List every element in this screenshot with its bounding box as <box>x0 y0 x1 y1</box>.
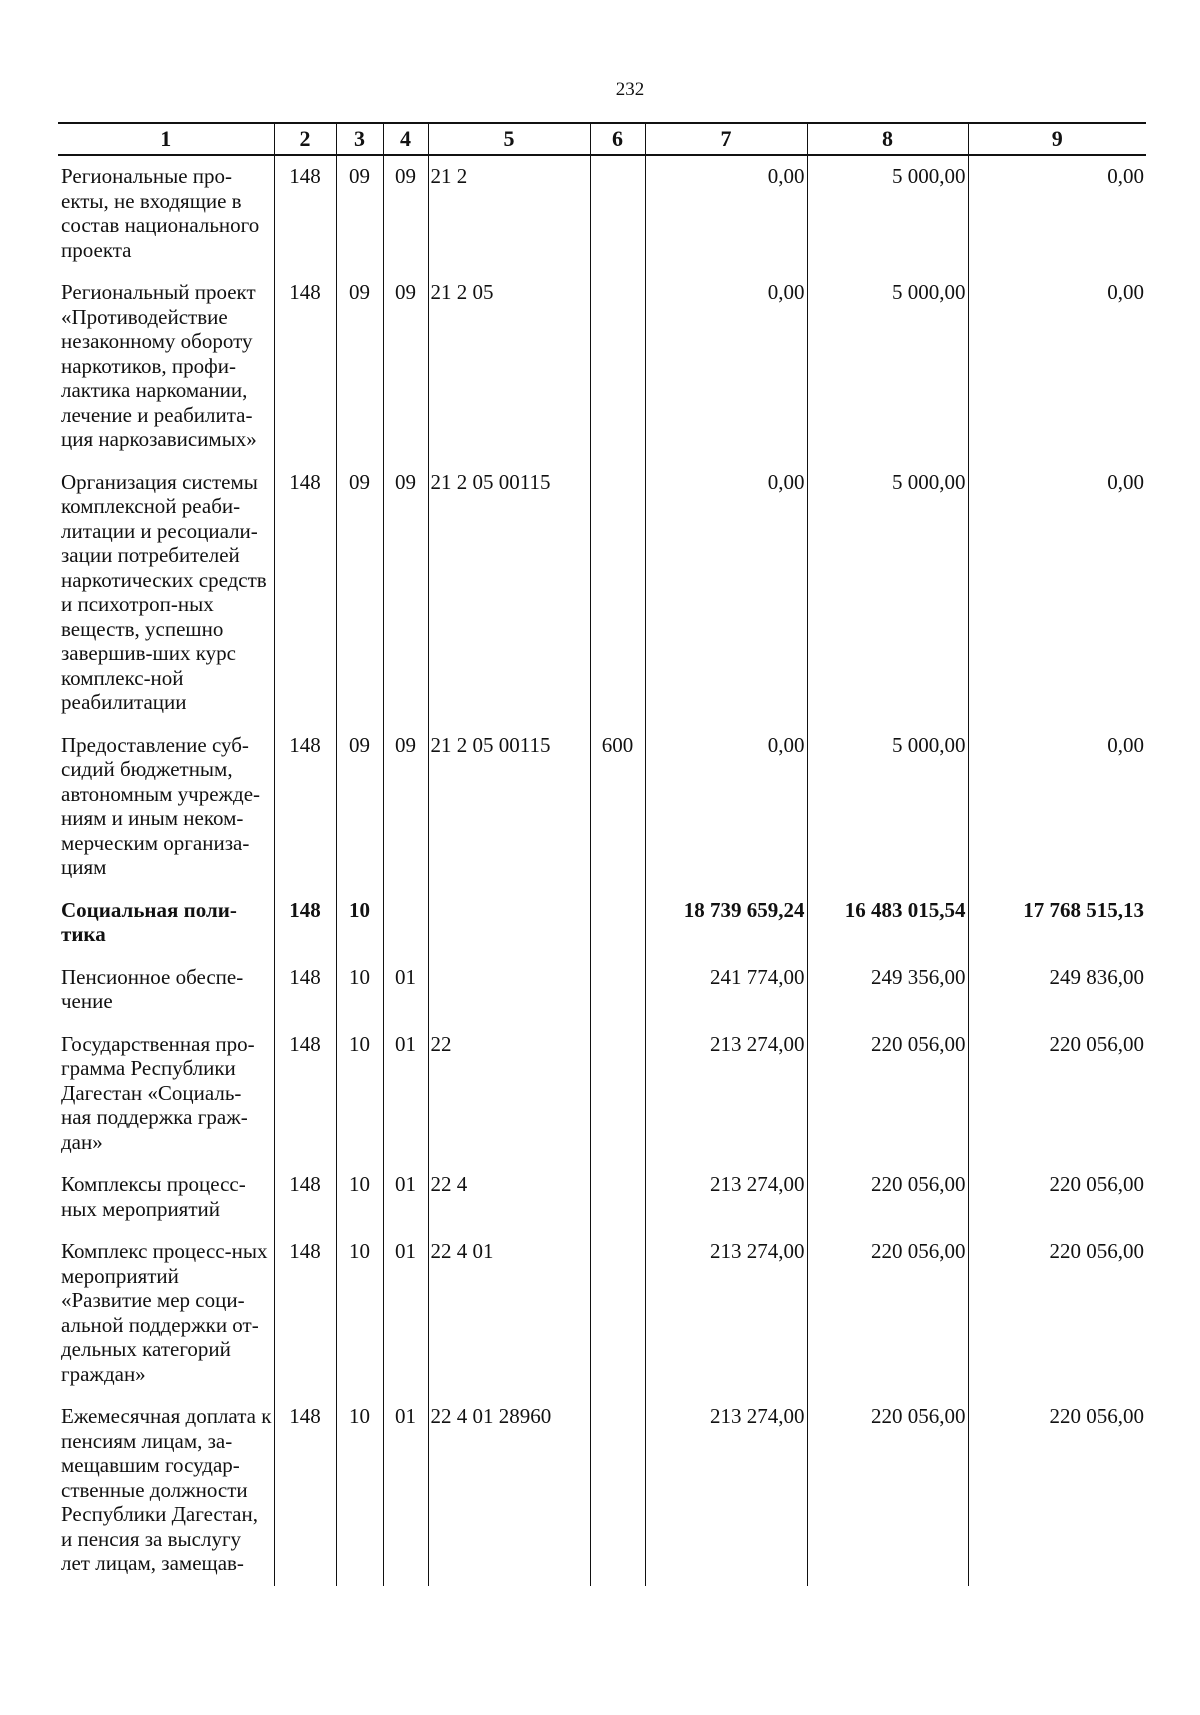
budget-table <box>58 122 1146 1586</box>
cell-target-article <box>428 957 590 1024</box>
cell-amount-col9: 0,00 <box>968 155 1146 272</box>
table-row <box>58 1396 1146 1586</box>
column-header: 8 <box>807 123 968 155</box>
cell-expense-type <box>590 957 645 1024</box>
cell-expense-type <box>590 155 645 272</box>
cell-amount-col8: 220 056,00 <box>807 1024 968 1165</box>
column-header: 1 <box>58 123 274 155</box>
cell-subsection: 01 <box>383 1396 428 1586</box>
cell-amount-col7: 241 774,00 <box>645 957 807 1024</box>
column-header: 6 <box>590 123 645 155</box>
column-header: 7 <box>645 123 807 155</box>
cell-amount-col7: 0,00 <box>645 272 807 462</box>
column-header: 2 <box>274 123 336 155</box>
row-name: Ежемесячная доплата к пенсиям лицам, за-мещавшим государ-ственные должности Республики Дагестан, и пенсия за выслугу лет лицам, замещав- <box>61 1404 272 1575</box>
cell-amount-col8: 220 056,00 <box>807 1396 968 1586</box>
cell-target-article: 22 4 01 <box>428 1231 590 1396</box>
column-header: 5 <box>428 123 590 155</box>
row-name: Предоставление суб-сидий бюджетным, автономным учрежде-ниям и иным неком-мерческим организа-циям <box>61 732 261 879</box>
row-name: Социальная поли-тика <box>61 897 237 946</box>
cell-target-article: 21 2 05 <box>428 272 590 462</box>
cell-expense-type <box>590 272 645 462</box>
cell-section: 10 <box>336 1396 383 1586</box>
cell-amount-col8: 5 000,00 <box>807 725 968 890</box>
cell-expense-type <box>590 462 645 725</box>
cell-section: 10 <box>336 1231 383 1396</box>
cell-subsection: 01 <box>383 1231 428 1396</box>
cell-amount-col9: 220 056,00 <box>968 1164 1146 1231</box>
cell-admin-code: 148 <box>274 1024 336 1165</box>
cell-target-article: 21 2 <box>428 155 590 272</box>
cell-section: 09 <box>336 272 383 462</box>
cell-amount-col8: 220 056,00 <box>807 1231 968 1396</box>
cell-section: 10 <box>336 1024 383 1165</box>
cell-section: 09 <box>336 462 383 725</box>
cell-expense-type <box>590 1396 645 1586</box>
cell-target-article: 21 2 05 00115 <box>428 725 590 890</box>
column-header: 4 <box>383 123 428 155</box>
row-name: Комплексы процесс-ных мероприятий <box>61 1172 246 1221</box>
table-row <box>58 1024 1146 1165</box>
cell-amount-col9: 17 768 515,13 <box>968 890 1146 957</box>
cell-subsection: 01 <box>383 1024 428 1165</box>
table-row <box>58 957 1146 1024</box>
table-row <box>58 155 1146 272</box>
cell-amount-col7: 18 739 659,24 <box>645 890 807 957</box>
table-row <box>58 725 1146 890</box>
cell-section: 10 <box>336 957 383 1024</box>
cell-admin-code: 148 <box>274 957 336 1024</box>
cell-section: 09 <box>336 155 383 272</box>
cell-subsection: 01 <box>383 957 428 1024</box>
header-row <box>58 123 1146 155</box>
table-row <box>58 1231 1146 1396</box>
cell-expense-type <box>590 1024 645 1165</box>
cell-expense-type <box>590 1164 645 1231</box>
cell-admin-code: 148 <box>274 725 336 890</box>
page-number: 232 <box>615 79 645 100</box>
cell-subsection: 09 <box>383 155 428 272</box>
cell-expense-type <box>590 890 645 957</box>
cell-amount-col8: 249 356,00 <box>807 957 968 1024</box>
cell-target-article: 22 4 01 28960 <box>428 1396 590 1586</box>
table-row <box>58 272 1146 462</box>
cell-subsection: 09 <box>383 725 428 890</box>
cell-amount-col8: 220 056,00 <box>807 1164 968 1231</box>
cell-amount-col9: 249 836,00 <box>968 957 1146 1024</box>
cell-subsection: 09 <box>383 272 428 462</box>
table-body <box>58 155 1146 1586</box>
cell-admin-code: 148 <box>274 462 336 725</box>
cell-amount-col7: 0,00 <box>645 462 807 725</box>
cell-amount-col7: 0,00 <box>645 155 807 272</box>
row-name: Региональный проект «Противодействие незаконному обороту наркотиков, профи-лактика наркомании, лечение и реабилита-ция наркозависимых» <box>61 280 257 451</box>
cell-admin-code: 148 <box>274 1231 336 1396</box>
cell-target-article: 22 4 <box>428 1164 590 1231</box>
cell-section: 10 <box>336 1164 383 1231</box>
cell-target-article: 21 2 05 00115 <box>428 462 590 725</box>
cell-amount-col9: 0,00 <box>968 462 1146 725</box>
column-header: 9 <box>968 123 1146 155</box>
cell-admin-code: 148 <box>274 272 336 462</box>
cell-section: 10 <box>336 890 383 957</box>
table-row <box>58 890 1146 957</box>
cell-subsection <box>383 890 428 957</box>
cell-section: 09 <box>336 725 383 890</box>
cell-amount-col9: 0,00 <box>968 272 1146 462</box>
cell-amount-col7: 213 274,00 <box>645 1164 807 1231</box>
cell-subsection: 01 <box>383 1164 428 1231</box>
cell-amount-col8: 16 483 015,54 <box>807 890 968 957</box>
row-name: Комплекс процесс-ных мероприятий «Развитие мер соци-альной поддержки от-дельных категорий граждан» <box>61 1239 268 1386</box>
cell-amount-col7: 213 274,00 <box>645 1396 807 1586</box>
cell-amount-col8: 5 000,00 <box>807 272 968 462</box>
cell-amount-col8: 5 000,00 <box>807 155 968 272</box>
cell-admin-code: 148 <box>274 155 336 272</box>
column-header: 3 <box>336 123 383 155</box>
cell-amount-col7: 0,00 <box>645 725 807 890</box>
cell-target-article <box>428 890 590 957</box>
cell-amount-col9: 220 056,00 <box>968 1024 1146 1165</box>
table-row <box>58 1164 1146 1231</box>
cell-amount-col8: 5 000,00 <box>807 462 968 725</box>
cell-target-article: 22 <box>428 1024 590 1165</box>
cell-amount-col7: 213 274,00 <box>645 1231 807 1396</box>
table-row <box>58 462 1146 725</box>
cell-admin-code: 148 <box>274 890 336 957</box>
row-name: Государственная про-грамма Республики Дагестан «Социаль-ная поддержка граж-дан» <box>61 1031 255 1154</box>
cell-amount-col9: 220 056,00 <box>968 1231 1146 1396</box>
cell-admin-code: 148 <box>274 1164 336 1231</box>
row-name: Пенсионное обеспе-чение <box>61 964 244 1013</box>
cell-expense-type <box>590 1231 645 1396</box>
cell-expense-type: 600 <box>590 725 645 890</box>
cell-subsection: 09 <box>383 462 428 725</box>
row-name: Региональные про-екты, не входящие в состав национального проекта <box>61 164 260 262</box>
cell-admin-code: 148 <box>274 1396 336 1586</box>
cell-amount-col7: 213 274,00 <box>645 1024 807 1165</box>
cell-amount-col9: 0,00 <box>968 725 1146 890</box>
row-name: Организация системы комплексной реаби-литации и ресоциали-зации потребителей наркотических средств и психотроп-ных веществ, успешно завершив-ших курс комплекс-ной реабилитации <box>61 469 267 714</box>
cell-amount-col9: 220 056,00 <box>968 1396 1146 1586</box>
